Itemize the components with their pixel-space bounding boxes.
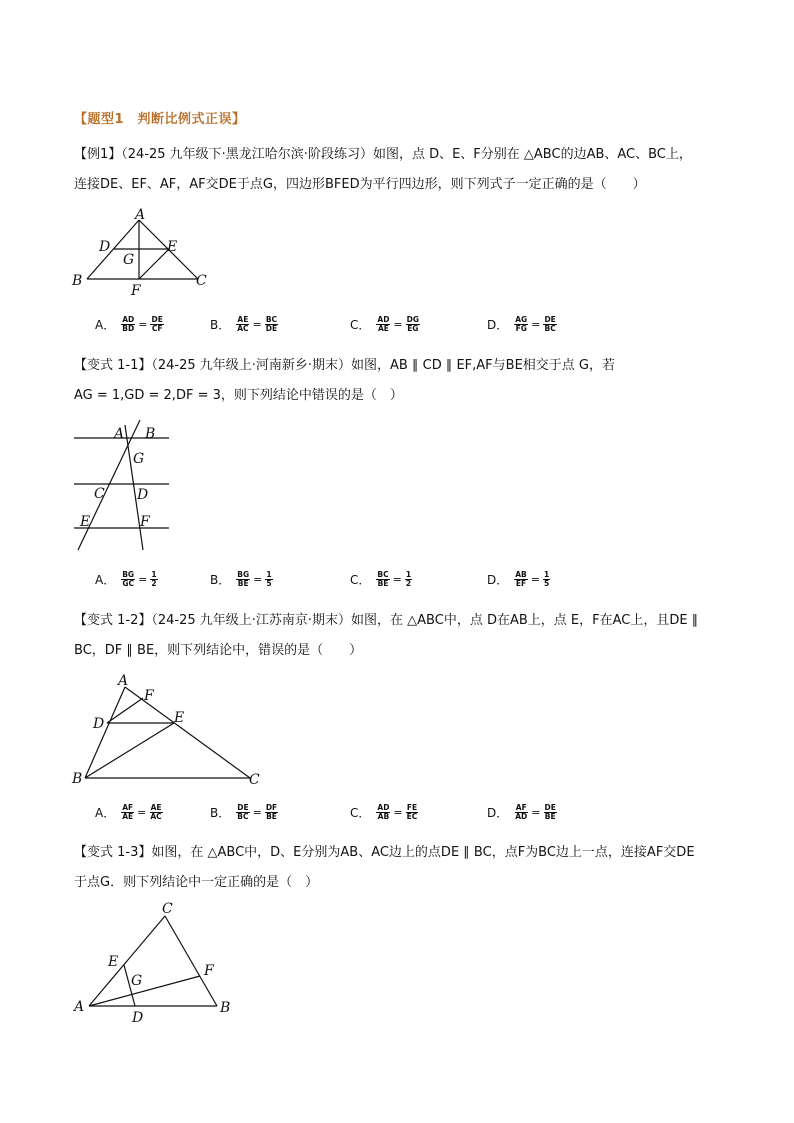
fraction-num: AE <box>237 315 249 324</box>
q4-label-D: D <box>132 1010 144 1026</box>
fraction <box>514 804 528 821</box>
fraction-den: FG <box>515 324 527 333</box>
fraction <box>150 316 163 333</box>
fraction-num: AB <box>515 570 527 579</box>
fraction-den: AC <box>237 324 249 333</box>
fraction-den: EC <box>406 812 418 821</box>
fraction-num: DF <box>265 803 278 812</box>
q2-label-D: D <box>137 487 149 503</box>
fraction <box>543 316 556 333</box>
fraction-den: BD <box>122 324 135 333</box>
option-letter: D． <box>487 318 509 332</box>
fraction-den: EF <box>515 579 527 588</box>
q1-label-G: G <box>123 252 135 268</box>
q3-label-F: F <box>144 688 154 704</box>
q2-option-d: D． $\frac{AB}{EF}$ = $\frac{1}{5}$ <box>487 570 550 588</box>
fraction <box>121 571 135 588</box>
fraction-den: 5 <box>266 579 272 588</box>
fraction-den: CF <box>151 324 163 333</box>
fraction <box>514 316 528 333</box>
fraction-num: 1 <box>266 570 272 579</box>
q4-label-E: E <box>108 954 119 970</box>
fraction <box>514 571 528 588</box>
fraction <box>376 571 389 588</box>
q2-figure <box>70 420 180 555</box>
fraction <box>543 571 550 588</box>
q1-label-C: C <box>196 273 207 289</box>
fraction-den: AE <box>122 812 134 821</box>
q1-label-D: D <box>99 239 111 255</box>
q4-label-C: C <box>162 901 173 917</box>
q3-option-b: B． $\frac{DE}{BC}$ = $\frac{DF}{BE}$ <box>210 803 278 821</box>
q1-option-d: D． $\frac{AG}{FG}$ = $\frac{DE}{BC}$ <box>487 315 556 333</box>
fraction-den: 2 <box>151 579 157 588</box>
fraction-num: AD <box>377 315 390 324</box>
fraction-den: 2 <box>405 579 412 588</box>
fraction <box>121 316 135 333</box>
fraction-num: AD <box>122 315 135 324</box>
fraction-num: BC <box>377 570 389 579</box>
section-title: 【题型1 判断比例式正误】 <box>74 112 246 127</box>
q4-label-B: B <box>220 1000 231 1016</box>
fraction-num: 1 <box>544 570 550 579</box>
fraction-num: AF <box>515 803 527 812</box>
q1-label-F: F <box>131 283 141 299</box>
option-letter: A． <box>95 573 116 587</box>
q1-label-A: A <box>135 207 146 223</box>
fraction-num: 1 <box>151 570 157 579</box>
q2-label-F: F <box>140 514 150 530</box>
q2-label-E: E <box>80 514 91 530</box>
fraction-num: BG <box>237 570 250 579</box>
q3-label-D: D <box>93 716 105 732</box>
q2-label-C: C <box>94 486 105 502</box>
q1-label-E: E <box>167 239 178 255</box>
q3-label-A: A <box>118 673 129 689</box>
fraction-den: BE <box>544 812 556 821</box>
fraction <box>544 804 557 821</box>
fraction <box>376 804 390 821</box>
option-letter: D． <box>487 806 509 820</box>
q1-line1: 【例1】（24-25 九年级下·黑龙江哈尔滨·阶段练习）如图，点 D、E、F分别在 △ABC的边AB、AC、BC上， <box>74 147 692 162</box>
fraction-num: DE <box>544 803 556 812</box>
fraction-num: AG <box>515 315 528 324</box>
fraction-den: BE <box>377 579 389 588</box>
fraction-den: 5 <box>544 579 550 588</box>
fraction-num: DG <box>406 315 420 324</box>
q3-line1: 【变式 1-2】（24-25 九年级上·江苏南京·期末）如图，在 △ABC中，点 D在AB上，点 E，F在AC上，且DE ∥ <box>74 613 699 628</box>
fraction-den: AC <box>150 812 162 821</box>
option-letter: B． <box>210 573 231 587</box>
fraction-den: BE <box>266 812 277 821</box>
q3-option-c: C． $\frac{AD}{AB}$ = $\frac{FE}{EC}$ <box>350 803 418 821</box>
fraction-num: BC <box>265 315 278 324</box>
fraction <box>150 571 157 588</box>
option-letter: D． <box>487 573 509 587</box>
q3-figure <box>70 670 270 790</box>
fraction <box>265 316 278 333</box>
fraction-den: BC <box>544 324 556 333</box>
fraction-num: BG <box>122 570 135 579</box>
q1-line2: 连接DE、EF、AF，AF交DE于点G，四边形BFED为平行四边形，则下列式子一定正确的是（ ） <box>74 177 646 192</box>
q4-label-A: A <box>74 999 85 1015</box>
fraction-den: EG <box>407 324 419 333</box>
fraction-num: AF <box>122 803 134 812</box>
fraction-num: FE <box>406 803 418 812</box>
q2-option-c: C． $\frac{BC}{BE}$ = $\frac{1}{2}$ <box>350 570 412 588</box>
fraction-den: AD <box>515 812 528 821</box>
option-letter: B． <box>210 318 231 332</box>
fraction <box>265 804 278 821</box>
q4-label-F: F <box>204 963 214 979</box>
fraction-num: DE <box>544 315 556 324</box>
q1-figure <box>70 205 230 305</box>
q2-label-G: G <box>133 451 145 467</box>
q3-line2: BC，DF ∥ BE，则下列结论中，错误的是（ ） <box>74 643 363 658</box>
option-letter: A． <box>95 806 116 820</box>
q4-label-G: G <box>131 973 143 989</box>
q2-line2: AG = 1,GD = 2,DF = 3，则下列结论中错误的是（ ） <box>74 388 403 403</box>
fraction-num: AD <box>377 803 390 812</box>
fraction <box>121 804 134 821</box>
fraction <box>265 571 272 588</box>
q4-line1: 【变式 1-3】如图，在 △ABC中，D、E分别为AB、AC边上的点DE ∥ BC，点F为BC边上一点，连接AF交DE <box>74 845 695 860</box>
q3-label-C: C <box>249 772 260 788</box>
q2-option-b: B． $\frac{BG}{BE}$ = $\frac{1}{5}$ <box>210 570 272 588</box>
fraction-num: AE <box>150 803 162 812</box>
q4-figure <box>70 898 240 1028</box>
q2-label-B: B <box>145 426 156 442</box>
q1-option-b: B． $\frac{AE}{AC}$ = $\frac{BC}{DE}$ <box>210 315 278 333</box>
q3-label-B: B <box>72 771 83 787</box>
q3-option-a: A． $\frac{AF}{AE}$ = $\frac{AE}{AC}$ <box>95 803 162 821</box>
fraction-num: DE <box>151 315 163 324</box>
q1-option-c: C． $\frac{AD}{AE}$ = $\frac{DG}{EG}$ <box>350 315 420 333</box>
q3-label-E: E <box>174 710 185 726</box>
q1-option-a: A． $\frac{AD}{BD}$ = $\frac{DE}{CF}$ <box>95 315 163 333</box>
option-letter: B． <box>210 806 231 820</box>
fraction-den: GC <box>122 579 134 588</box>
q4-line2: 于点G．则下列结论中一定正确的是（ ） <box>74 875 319 890</box>
q2-label-A: A <box>114 426 125 442</box>
fraction <box>236 571 250 588</box>
fraction-den: DE <box>265 324 278 333</box>
fraction <box>236 804 249 821</box>
fraction <box>406 804 419 821</box>
fraction <box>376 316 390 333</box>
q2-line1: 【变式 1-1】（24-25 九年级上·河南新乡·期末）如图，AB ∥ CD ∥ EF,AF与BE相交于点 G，若 <box>74 358 615 373</box>
fraction <box>405 571 412 588</box>
fraction <box>236 316 249 333</box>
fraction <box>149 804 162 821</box>
fraction-den: AB <box>377 812 390 821</box>
fraction-num: DE <box>237 803 249 812</box>
fraction-num: 1 <box>405 570 412 579</box>
q3-option-d: D． $\frac{AF}{AD}$ = $\frac{DE}{BE}$ <box>487 803 556 821</box>
fraction-den: BC <box>237 812 249 821</box>
fraction-den: AE <box>377 324 389 333</box>
option-letter: A． <box>95 318 116 332</box>
option-letter: C． <box>350 318 371 332</box>
option-letter: C． <box>350 573 371 587</box>
fraction-den: BE <box>237 579 249 588</box>
q2-option-a: A． $\frac{BG}{GC}$ = $\frac{1}{2}$ <box>95 570 157 588</box>
fraction <box>406 316 420 333</box>
q1-label-B: B <box>72 273 83 289</box>
option-letter: C． <box>350 806 371 820</box>
